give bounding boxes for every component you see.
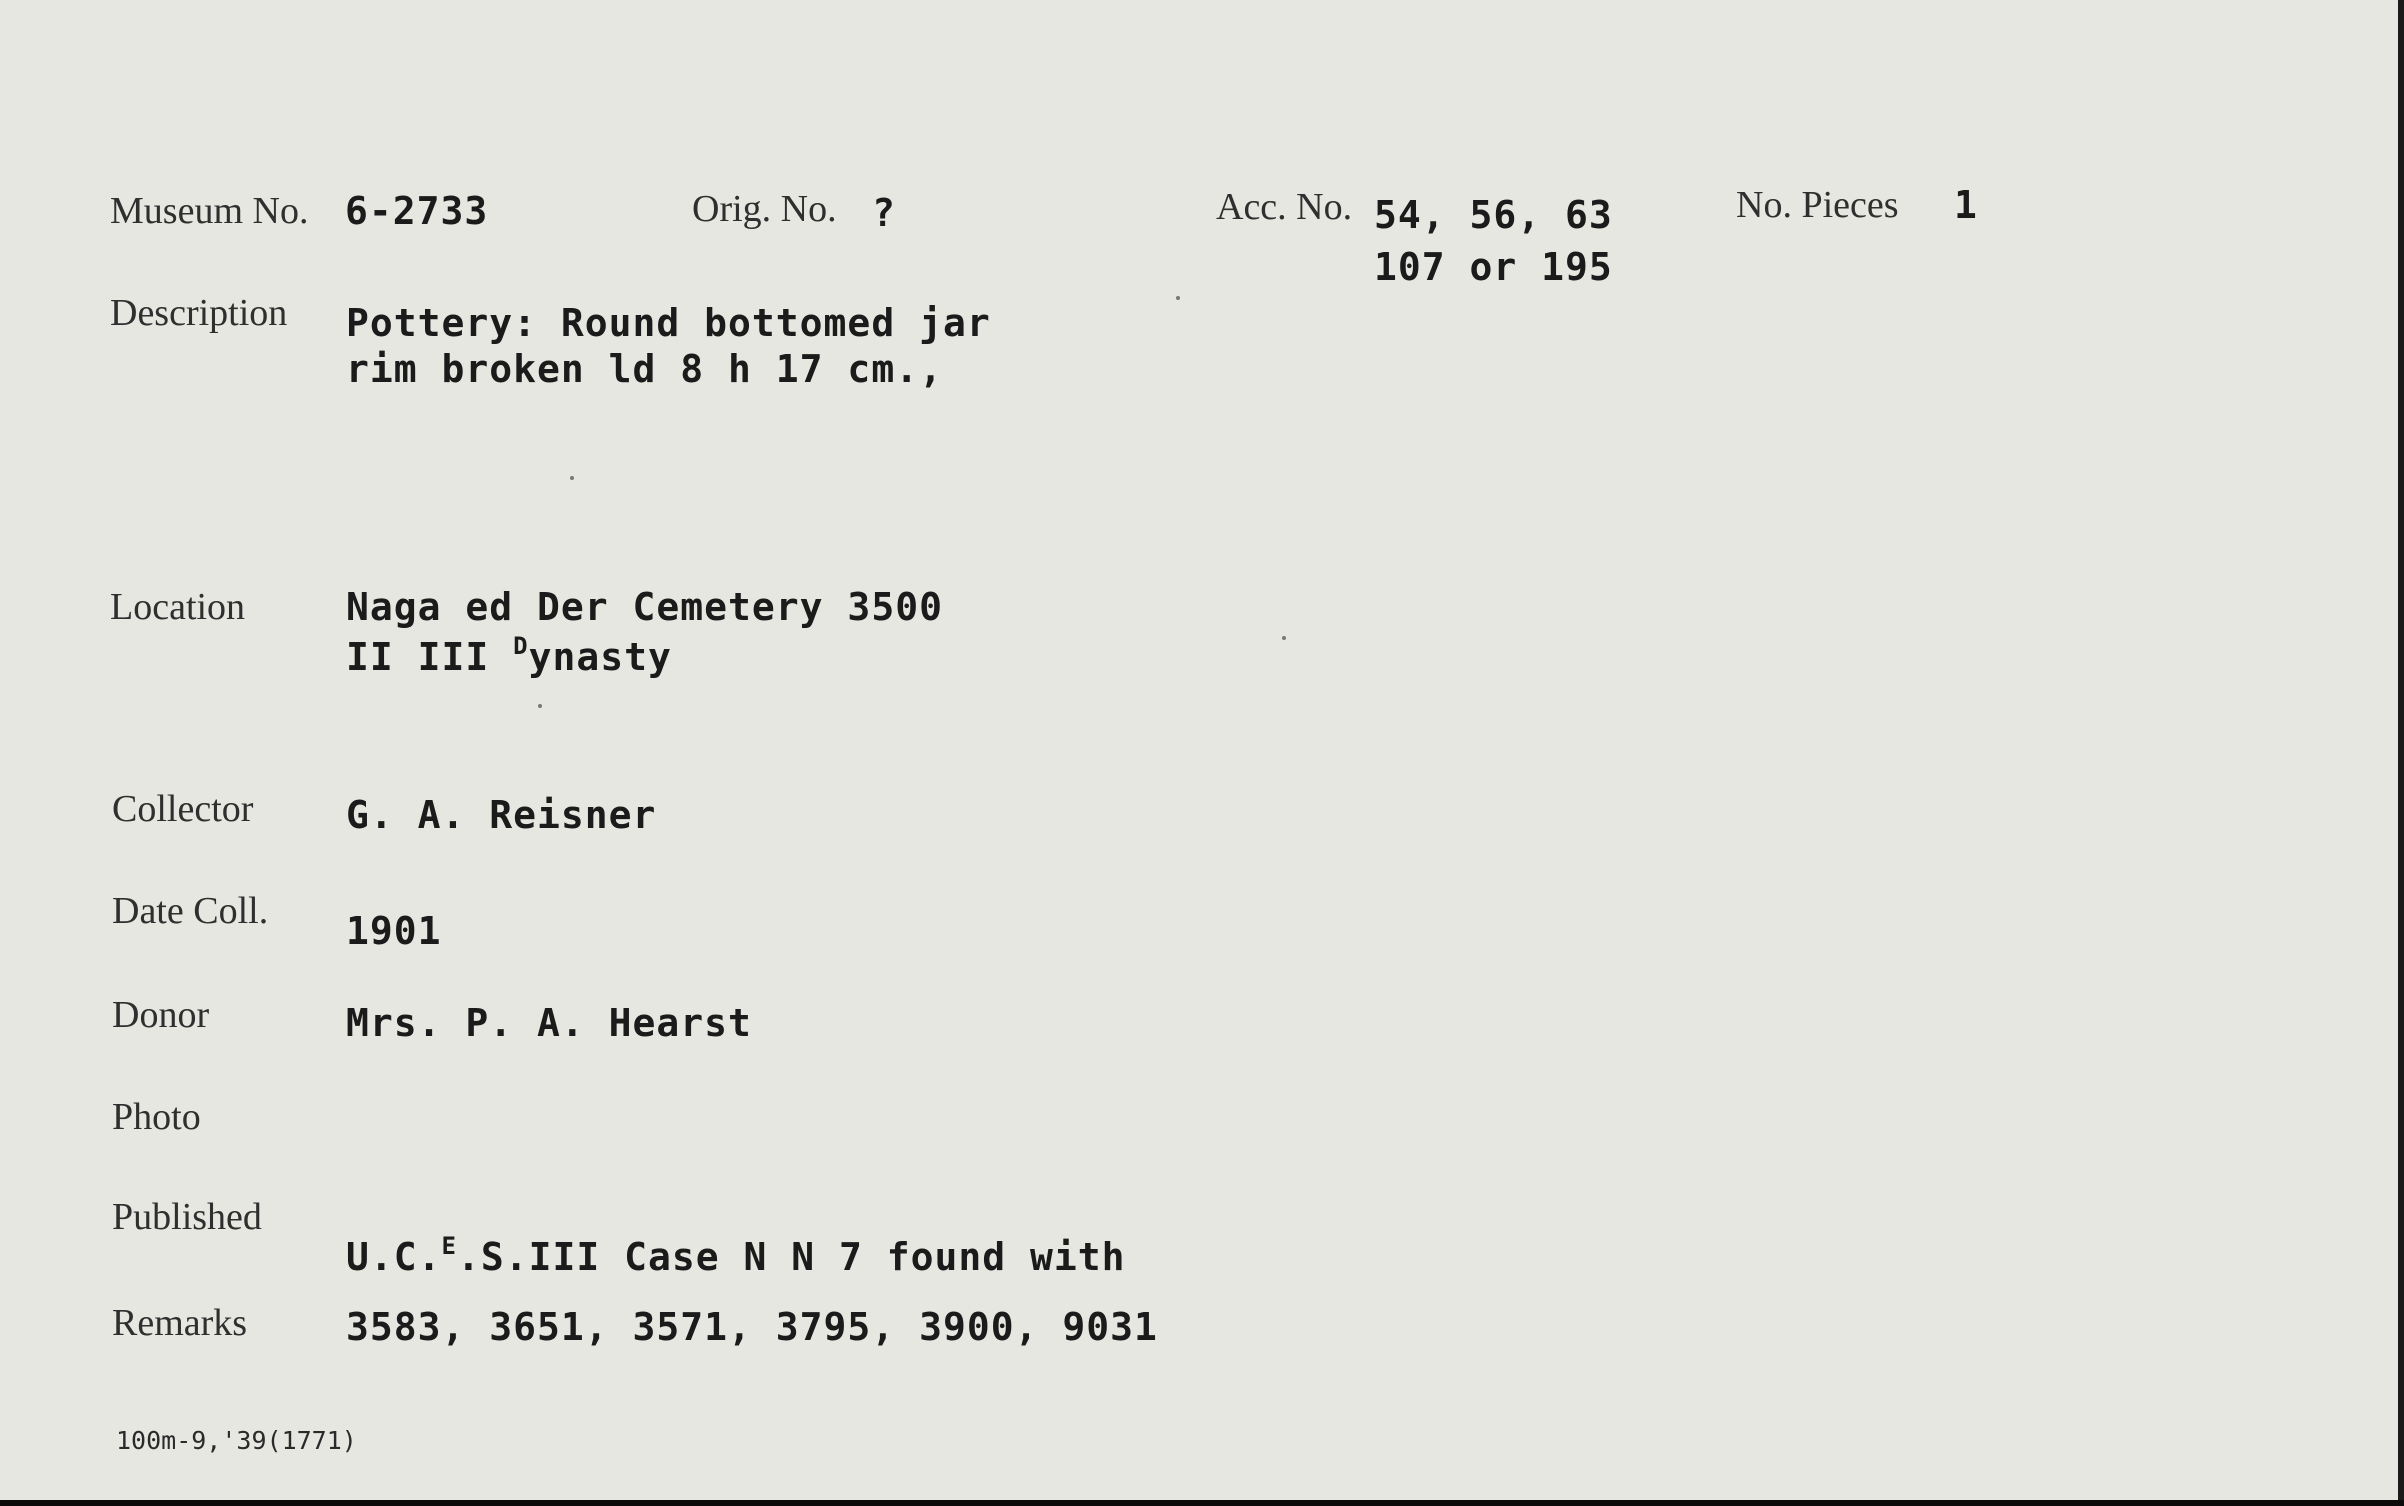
location-line2 [346,632,672,679]
location-line2-suffix: ynasty [528,635,672,679]
location-label: Location [110,586,246,628]
form-print-code: 100m-9,'39(1771) [116,1426,357,1455]
acc-no-value-line2: 107 or 195 [1374,245,1613,289]
published-suffix: .S.III Case N N 7 found with [456,1235,1126,1279]
published-label: Published [112,1196,262,1238]
paper-speck [538,704,542,708]
donor-value: Mrs. P. A. Hearst [346,1001,752,1045]
acc-no-label: Acc. No. [1216,186,1353,228]
collector-value: G. A. Reisner [346,793,657,837]
paper-speck [1176,296,1180,300]
description-line2: rim broken ld 8 h 17 cm., [346,347,943,391]
published-prefix: U.C. [346,1235,442,1279]
published-value [346,1232,1126,1279]
paper-speck [570,476,574,480]
museum-no-label: Museum No. [110,190,309,232]
paper-speck [1282,636,1286,640]
no-pieces-label: No. Pieces [1736,184,1899,226]
location-line1: Naga ed Der Cemetery 3500 [346,585,943,629]
orig-no-value: ? [872,191,896,235]
acc-no-value-line1: 54, 56, 63 [1374,193,1613,237]
location-line2-superscript: D [513,632,529,660]
museum-no-value: 6-2733 [345,189,489,233]
donor-label: Donor [112,994,210,1036]
date-coll-value: 1901 [346,909,442,953]
date-coll-label: Date Coll. [112,890,269,932]
location-line2-prefix: II III [346,635,514,679]
orig-no-label: Orig. No. [692,188,837,230]
published-superscript: E [441,1232,457,1260]
remarks-value: 3583, 3651, 3571, 3795, 3900, 9031 [346,1305,1158,1349]
photo-label: Photo [112,1096,201,1138]
remarks-label: Remarks [112,1302,248,1344]
description-label: Description [110,292,288,334]
description-line1: Pottery: Round bottomed jar [346,301,991,345]
no-pieces-value: 1 [1954,183,1978,227]
collector-label: Collector [112,788,254,830]
